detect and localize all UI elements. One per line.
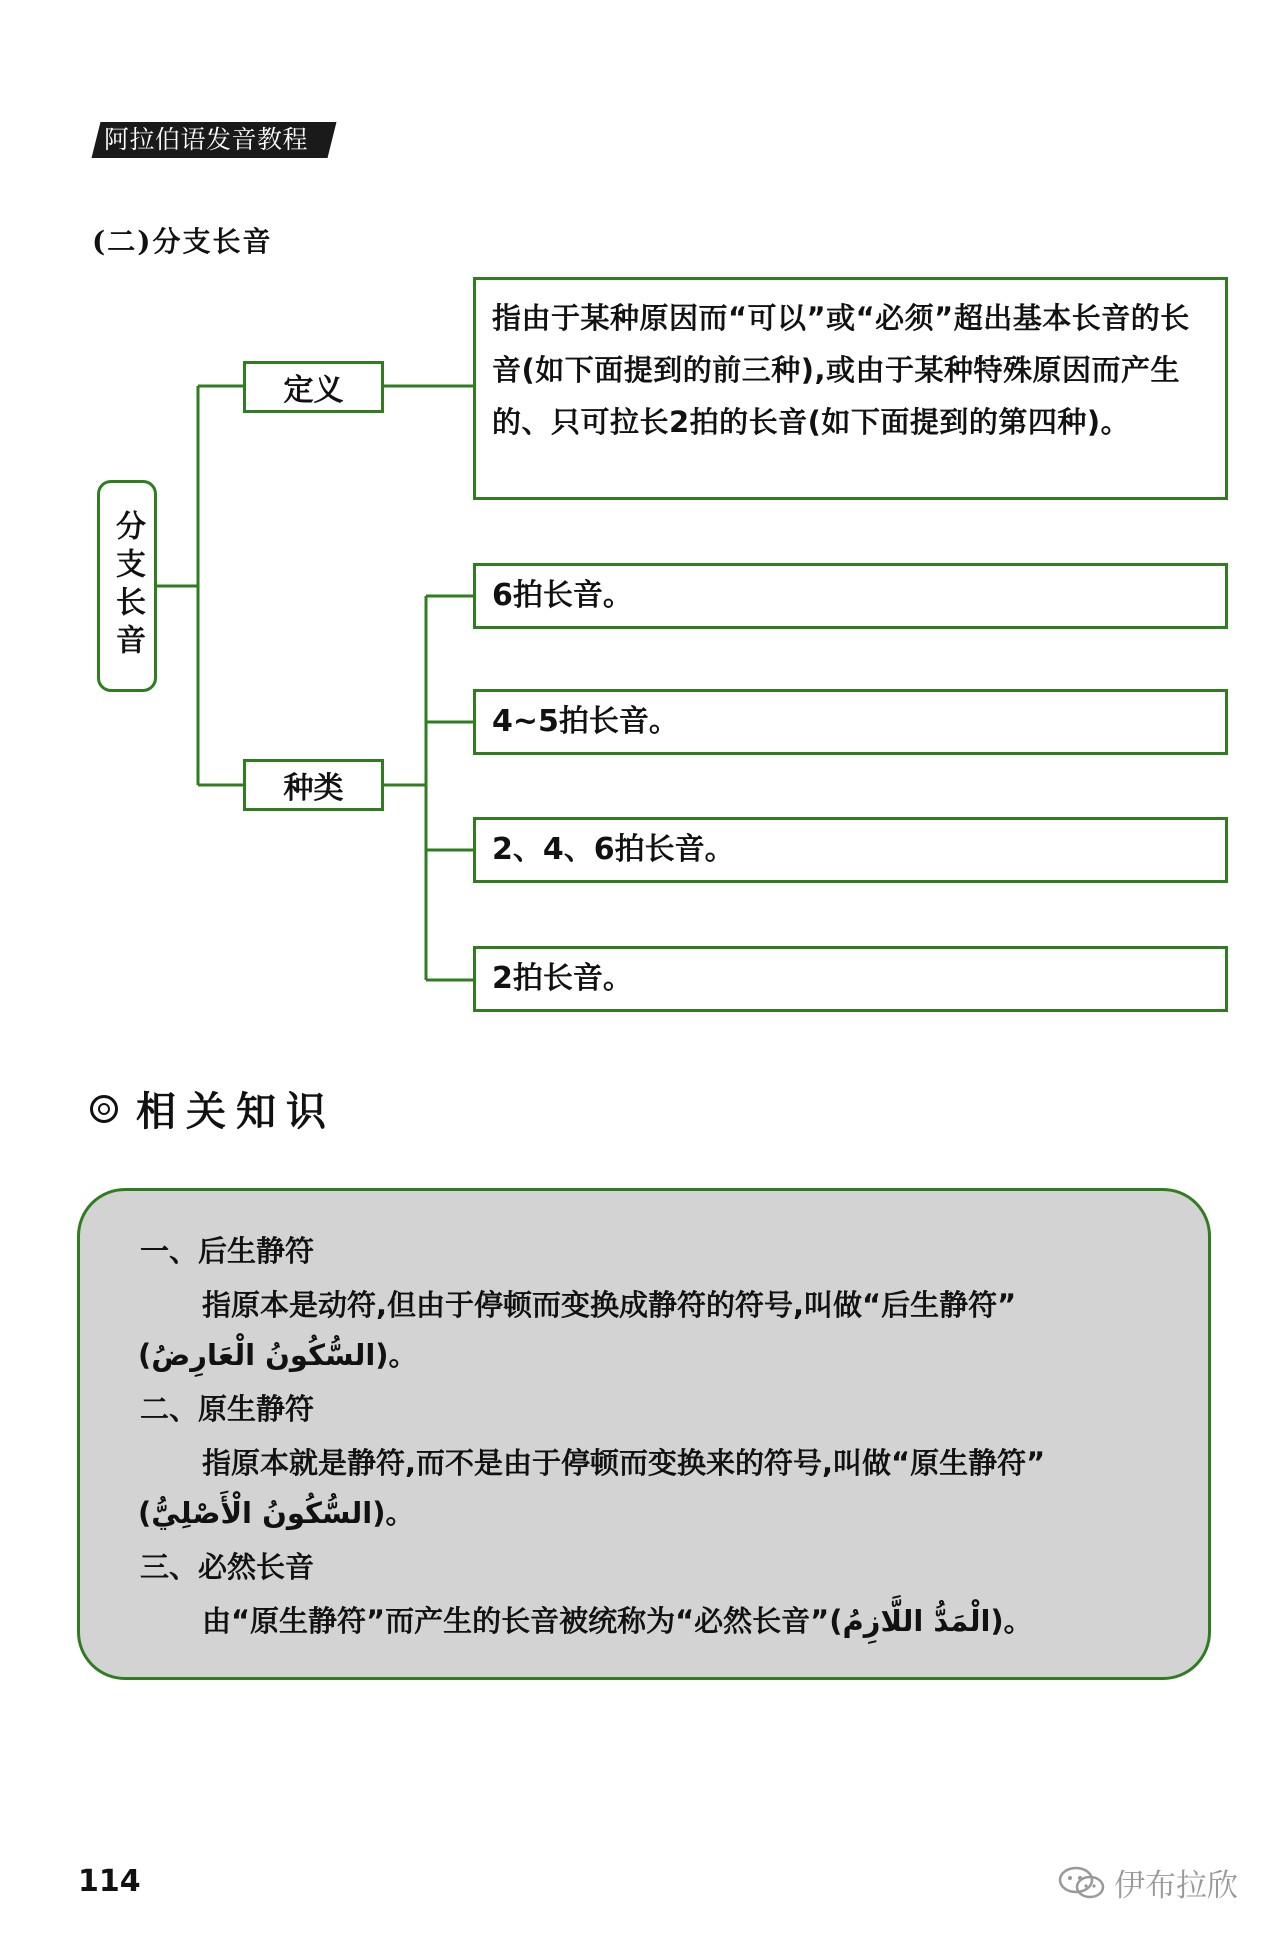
knowledge-panel: [77, 1188, 1211, 1680]
knowledge-item-3-body: 由“原生静符”而产生的长音被统称为“必然长音”(الْمَدُّ اللَّازِمُ)。: [202, 1604, 1033, 1638]
page-number: 114: [78, 1864, 141, 1899]
knowledge-item-2-body: 指原本就是静符,而不是由于停顿而变换来的符号,叫做“原生静符”: [202, 1446, 1046, 1480]
related-knowledge-heading: [90, 1080, 336, 1137]
wechat-icon: [1056, 1865, 1108, 1901]
book-title-text: 阿拉伯语发音教程: [104, 125, 309, 154]
type-item-2: 4~5拍长音。: [473, 689, 1228, 755]
type-item-4: 2拍长音。: [473, 946, 1228, 1012]
types-label-node: 种类: [243, 759, 384, 811]
type-item-1: 6拍长音。: [473, 563, 1228, 629]
knowledge-item-1-body: 指原本是动符,但由于停顿而变换成静符的符号,叫做“后生静符”: [202, 1288, 1017, 1322]
knowledge-item-3-title: 三、必然长音: [140, 1550, 315, 1584]
watermark-text: 伊布拉欣: [1114, 1868, 1238, 1904]
watermark: [1056, 1860, 1238, 1905]
knowledge-item-2-arabic: (السُّكُونُ الْأَصْلِيُّ)。: [138, 1496, 415, 1530]
type-item-3: 2、4、6拍长音。: [473, 817, 1228, 883]
section-heading: (二)分支长音: [92, 225, 273, 258]
knowledge-item-1-title: 一、后生静符: [140, 1234, 315, 1268]
related-knowledge-heading-text: 相关知识: [136, 1089, 336, 1135]
knowledge-item-1-arabic: (السُّكُونُ الْعَارِضُ)。: [138, 1338, 418, 1372]
definition-label-node: 定义: [243, 361, 384, 413]
double-circle-icon: [90, 1095, 118, 1123]
tree-root-node: 分支长音: [97, 480, 157, 692]
definition-text-box: 指由于某种原因而“可以”或“必须”超出基本长音的长音(如下面提到的前三种),或由于某种特殊原因而产生的、只可拉长2拍的长音(如下面提到的第四种)。: [473, 277, 1228, 500]
knowledge-item-2-title: 二、原生静符: [140, 1392, 315, 1426]
